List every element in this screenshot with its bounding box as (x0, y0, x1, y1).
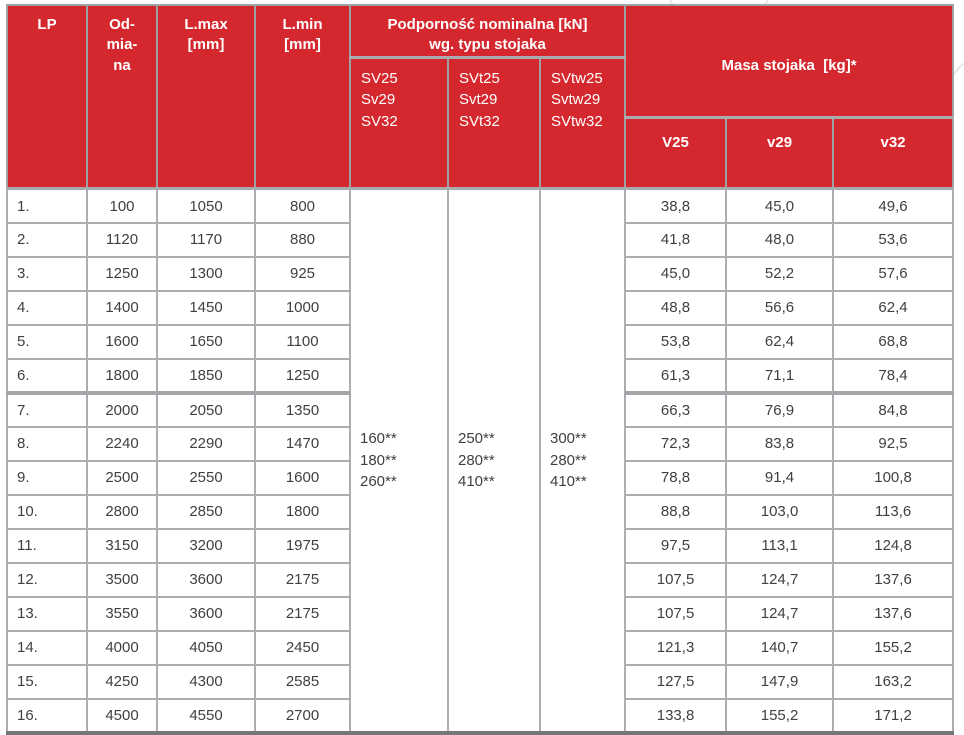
odmiana-cell: 2800 (87, 495, 157, 529)
lmin-cell: 1250 (255, 359, 350, 393)
mass-v29-cell: 155,2 (726, 699, 833, 733)
header-lmin-line: L.min (282, 16, 323, 33)
mass-v25-cell: 41,8 (625, 223, 726, 257)
lmax-cell: 1850 (157, 359, 255, 393)
mass-v32-cell: 113,6 (833, 495, 953, 529)
mass-v29-cell: 103,0 (726, 495, 833, 529)
row-number-cell: 1. (7, 189, 87, 223)
lmax-cell: 1300 (157, 257, 255, 291)
lmin-cell: 1800 (255, 495, 350, 529)
mass-v32-cell: 163,2 (833, 665, 953, 699)
lmin-cell: 925 (255, 257, 350, 291)
mass-v32-cell: 49,6 (833, 189, 953, 223)
mass-v25-cell: 127,5 (625, 665, 726, 699)
mass-v29-cell: 83,8 (726, 427, 833, 461)
header-masa (625, 5, 953, 118)
podpornosc-value: 260** (360, 473, 397, 491)
header-v29: v29 (726, 118, 833, 189)
table-body (7, 189, 953, 733)
mass-v32-cell: 171,2 (833, 699, 953, 733)
mass-v29-cell: 124,7 (726, 563, 833, 597)
header-lmax-line: [mm] (187, 36, 225, 54)
row-number-cell: 4. (7, 291, 87, 325)
table-row (7, 189, 953, 223)
odmiana-cell: 1800 (87, 359, 157, 393)
header-odmiana (87, 5, 157, 189)
mass-v25-cell: 61,3 (625, 359, 726, 393)
row-number-cell: 11. (7, 529, 87, 563)
mass-v32-cell: 78,4 (833, 359, 953, 393)
mass-v25-cell: 107,5 (625, 563, 726, 597)
mass-v32-cell: 53,6 (833, 223, 953, 257)
podpornosc-value: 410** (458, 473, 495, 491)
mass-v25-cell: 45,0 (625, 257, 726, 291)
odmiana-cell: 1250 (87, 257, 157, 291)
lmax-cell: 1650 (157, 325, 255, 359)
row-number-cell: 10. (7, 495, 87, 529)
header-v25: V25 (625, 118, 726, 189)
type-label: Sv29 (361, 91, 396, 109)
row-number-cell: 15. (7, 665, 87, 699)
lmax-cell: 1450 (157, 291, 255, 325)
table-header (7, 5, 953, 189)
odmiana-cell: 3550 (87, 597, 157, 631)
mass-v29-cell: 140,7 (726, 631, 833, 665)
lmin-cell: 2700 (255, 699, 350, 733)
mass-v32-cell: 84,8 (833, 393, 953, 427)
header-lmax (157, 5, 255, 189)
lmin-cell: 2450 (255, 631, 350, 665)
row-number-cell: 8. (7, 427, 87, 461)
lmin-cell: 1470 (255, 427, 350, 461)
table-container (6, 4, 954, 735)
mass-v25-cell: 107,5 (625, 597, 726, 631)
lmin-cell: 880 (255, 223, 350, 257)
mass-v25-cell: 121,3 (625, 631, 726, 665)
row-number-cell: 12. (7, 563, 87, 597)
odmiana-cell: 3500 (87, 563, 157, 597)
type-label: SVtw25 (551, 69, 603, 87)
mass-v32-cell: 68,8 (833, 325, 953, 359)
podpornosc-value: 410** (550, 473, 587, 491)
podpornosc-svt-cell (448, 189, 540, 733)
type-label: SVt25 (459, 69, 500, 87)
mass-v29-cell: 76,9 (726, 393, 833, 427)
mass-v29-cell: 113,1 (726, 529, 833, 563)
header-svt-types (448, 57, 540, 189)
prop-spec-table (6, 4, 954, 735)
lmin-cell: 800 (255, 189, 350, 223)
row-number-cell: 9. (7, 461, 87, 495)
mass-v25-cell: 38,8 (625, 189, 726, 223)
header-odmiana-line: Od- (109, 16, 135, 33)
header-lmin (255, 5, 350, 189)
lmin-cell: 2585 (255, 665, 350, 699)
mass-v25-cell: 88,8 (625, 495, 726, 529)
lmax-cell: 4550 (157, 699, 255, 733)
odmiana-cell: 3150 (87, 529, 157, 563)
header-lp (7, 5, 87, 189)
mass-v25-cell: 78,8 (625, 461, 726, 495)
mass-v29-cell: 62,4 (726, 325, 833, 359)
mass-v25-cell: 66,3 (625, 393, 726, 427)
mass-v25-cell: 133,8 (625, 699, 726, 733)
header-odmiana-line: mia- (106, 36, 138, 54)
mass-v29-cell: 147,9 (726, 665, 833, 699)
row-number-cell: 16. (7, 699, 87, 733)
podpornosc-value: 280** (550, 451, 587, 469)
lmin-cell: 2175 (255, 597, 350, 631)
header-sv-types (350, 57, 448, 189)
podpornosc-value: 300** (550, 429, 587, 447)
mass-v32-cell: 57,6 (833, 257, 953, 291)
type-label: SV32 (361, 113, 398, 130)
header-svtw-types (540, 57, 625, 189)
mass-v29-cell: 56,6 (726, 291, 833, 325)
lmax-cell: 2550 (157, 461, 255, 495)
mass-v25-cell: 72,3 (625, 427, 726, 461)
lmin-cell: 1000 (255, 291, 350, 325)
header-lmax-line: L.max (184, 16, 228, 33)
mass-v32-cell: 62,4 (833, 291, 953, 325)
lmax-cell: 2050 (157, 393, 255, 427)
type-label: SVt32 (459, 113, 500, 130)
mass-v32-cell: 100,8 (833, 461, 953, 495)
header-odmiana-line: na (113, 56, 131, 74)
mass-v32-cell: 137,6 (833, 563, 953, 597)
odmiana-cell: 2500 (87, 461, 157, 495)
podpornosc-sv-cell (350, 189, 448, 733)
lmax-cell: 3600 (157, 563, 255, 597)
type-label: Svt29 (459, 91, 498, 109)
mass-v25-cell: 48,8 (625, 291, 726, 325)
lmin-cell: 2175 (255, 563, 350, 597)
odmiana-cell: 100 (87, 189, 157, 223)
mass-v29-cell: 52,2 (726, 257, 833, 291)
header-row-main (7, 5, 953, 57)
lmax-cell: 3600 (157, 597, 255, 631)
header-lmin-line: [mm] (284, 36, 321, 54)
row-number-cell: 3. (7, 257, 87, 291)
odmiana-cell: 4250 (87, 665, 157, 699)
odmiana-cell: 2000 (87, 393, 157, 427)
mass-v32-cell: 155,2 (833, 631, 953, 665)
row-number-cell: 13. (7, 597, 87, 631)
mass-v32-cell: 124,8 (833, 529, 953, 563)
header-lp-label: LP (37, 16, 57, 33)
type-label: Svtw29 (551, 91, 601, 109)
lmin-cell: 1100 (255, 325, 350, 359)
row-number-cell: 6. (7, 359, 87, 393)
podpornosc-svtw-cell (540, 189, 625, 733)
odmiana-cell: 1120 (87, 223, 157, 257)
type-label: SVtw32 (551, 113, 603, 130)
lmax-cell: 4050 (157, 631, 255, 665)
type-label: SV25 (361, 69, 398, 87)
mass-v25-cell: 53,8 (625, 325, 726, 359)
lmax-cell: 3200 (157, 529, 255, 563)
lmin-cell: 1600 (255, 461, 350, 495)
mass-v25-cell: 97,5 (625, 529, 726, 563)
header-podpornosc (350, 5, 625, 57)
header-v32: v32 (833, 118, 953, 189)
lmax-cell: 1170 (157, 223, 255, 257)
lmin-cell: 1975 (255, 529, 350, 563)
mass-v29-cell: 45,0 (726, 189, 833, 223)
header-podpornosc-line: Podporność nominalna [kN] (387, 16, 588, 33)
mass-v32-cell: 92,5 (833, 427, 953, 461)
lmax-cell: 4300 (157, 665, 255, 699)
lmax-cell: 2290 (157, 427, 255, 461)
mass-v32-cell: 137,6 (833, 597, 953, 631)
mass-v29-cell: 48,0 (726, 223, 833, 257)
mass-v29-cell: 91,4 (726, 461, 833, 495)
lmax-cell: 2850 (157, 495, 255, 529)
row-number-cell: 7. (7, 393, 87, 427)
odmiana-cell: 1600 (87, 325, 157, 359)
podpornosc-value: 160** (360, 429, 397, 447)
row-number-cell: 2. (7, 223, 87, 257)
lmin-cell: 1350 (255, 393, 350, 427)
mass-v29-cell: 71,1 (726, 359, 833, 393)
row-number-cell: 14. (7, 631, 87, 665)
odmiana-cell: 4000 (87, 631, 157, 665)
lmax-cell: 1050 (157, 189, 255, 223)
odmiana-cell: 4500 (87, 699, 157, 733)
odmiana-cell: 2240 (87, 427, 157, 461)
header-masa-label: Masa stojaka [kg]* (721, 56, 857, 74)
header-podpornosc-line: wg. typu stojaka (429, 36, 546, 54)
podpornosc-value: 180** (360, 451, 397, 469)
odmiana-cell: 1400 (87, 291, 157, 325)
podpornosc-value: 280** (458, 451, 495, 469)
podpornosc-value: 250** (458, 429, 495, 447)
mass-v29-cell: 124,7 (726, 597, 833, 631)
row-number-cell: 5. (7, 325, 87, 359)
